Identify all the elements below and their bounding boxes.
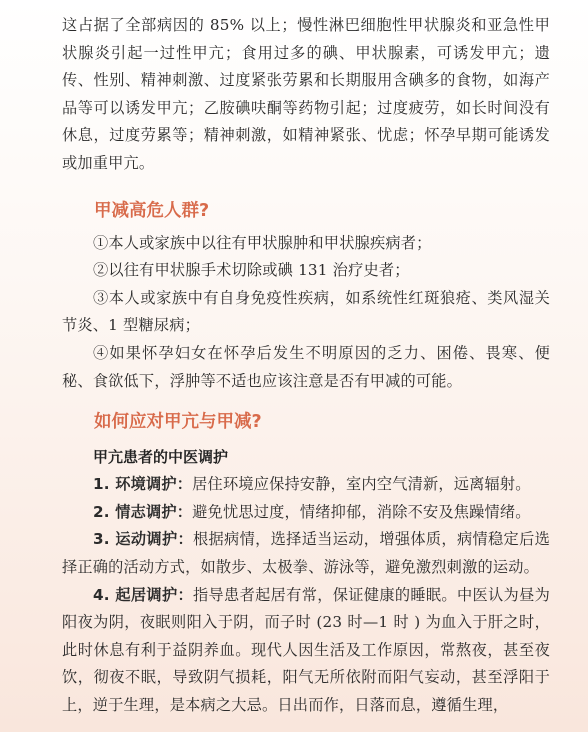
care-item-label: 1. 环境调护：	[93, 475, 193, 494]
risk-item-2: ②以往有甲状腺手术切除或碘 131 治疗史者；	[93, 261, 410, 280]
care-item-environment	[62, 471, 550, 499]
section-heading-coping: 如何应对甲亢与甲减?	[94, 412, 262, 433]
care-item-text: 居住环境应保持安静，室内空气清新，远离辐射。	[192, 475, 531, 494]
risk-item-3: ③本人或家族中有自身免疫性疾病，如系统性红斑狼疮、类风湿关节炎、1 型糖尿病；	[62, 288, 550, 335]
care-item-label: 2. 情志调护：	[93, 502, 193, 521]
intro-paragraph: 这占据了全部病因的 85% 以上；慢性淋巴细胞性甲状腺炎和亚急性甲状腺炎引起一过性甲亢；食用过多的碘、甲状腺素，可诱发甲亢；遗传、性别、精神刺激、过度紧张劳累和长期服用含碘多的食物，如海产品等可以诱发甲亢；乙胺碘呋酮等药物引起；过度疲劳，如长时间没有休息，过度劳累等；精神刺激，如精神紧张、忧虑；怀孕早期可能诱发或加重甲亢。	[62, 16, 550, 172]
risk-item-4: ④如果怀孕妇女在怀孕后发生不明原因的乏力、困倦、畏寒、便秘、食欲低下，浮肿等不适也应该注意是否有甲减的可能。	[62, 343, 550, 390]
care-item-emotion	[62, 499, 550, 527]
section-heading-hypothyroid-risk: 甲减高危人群?	[94, 200, 210, 221]
risk-item-1: ①本人或家族中以往有甲状腺肿和甲状腺疾病者；	[93, 233, 432, 252]
subheading-tcm-care: 甲亢患者的中医调护	[93, 448, 229, 467]
care-item-label: 3. 运动调护：	[93, 530, 193, 549]
care-item-text: 指导患者起居有常，保证健康的睡眠。中医认为昼为阳夜为阴，夜眠则阳入于阴，而子时 (23 时—1 时 ) 为血入于肝之时，此时休息有利于益阴养血。现代人因生活及工作原因，常熬夜，甚至夜饮，彻夜不眠，导致阴气损耗，阳气无所依附而阳气妄动，甚至浮阳于上，逆于生理，是本病之大忌。日出而作，日落而息，遵循生理，	[62, 585, 550, 714]
care-item-label: 4. 起居调护：	[93, 585, 193, 604]
care-item-text: 避免忧思过度，情绪抑郁，消除不安及焦躁情绪。	[192, 502, 531, 521]
care-item-daily-routine	[62, 582, 550, 720]
care-item-text: 根据病情，选择适当运动，增强体质，病情稳定后选择正确的活动方式，如散步、太极拳、游泳等，避免激烈刺激的运动。	[62, 530, 550, 576]
care-item-exercise	[62, 526, 550, 581]
